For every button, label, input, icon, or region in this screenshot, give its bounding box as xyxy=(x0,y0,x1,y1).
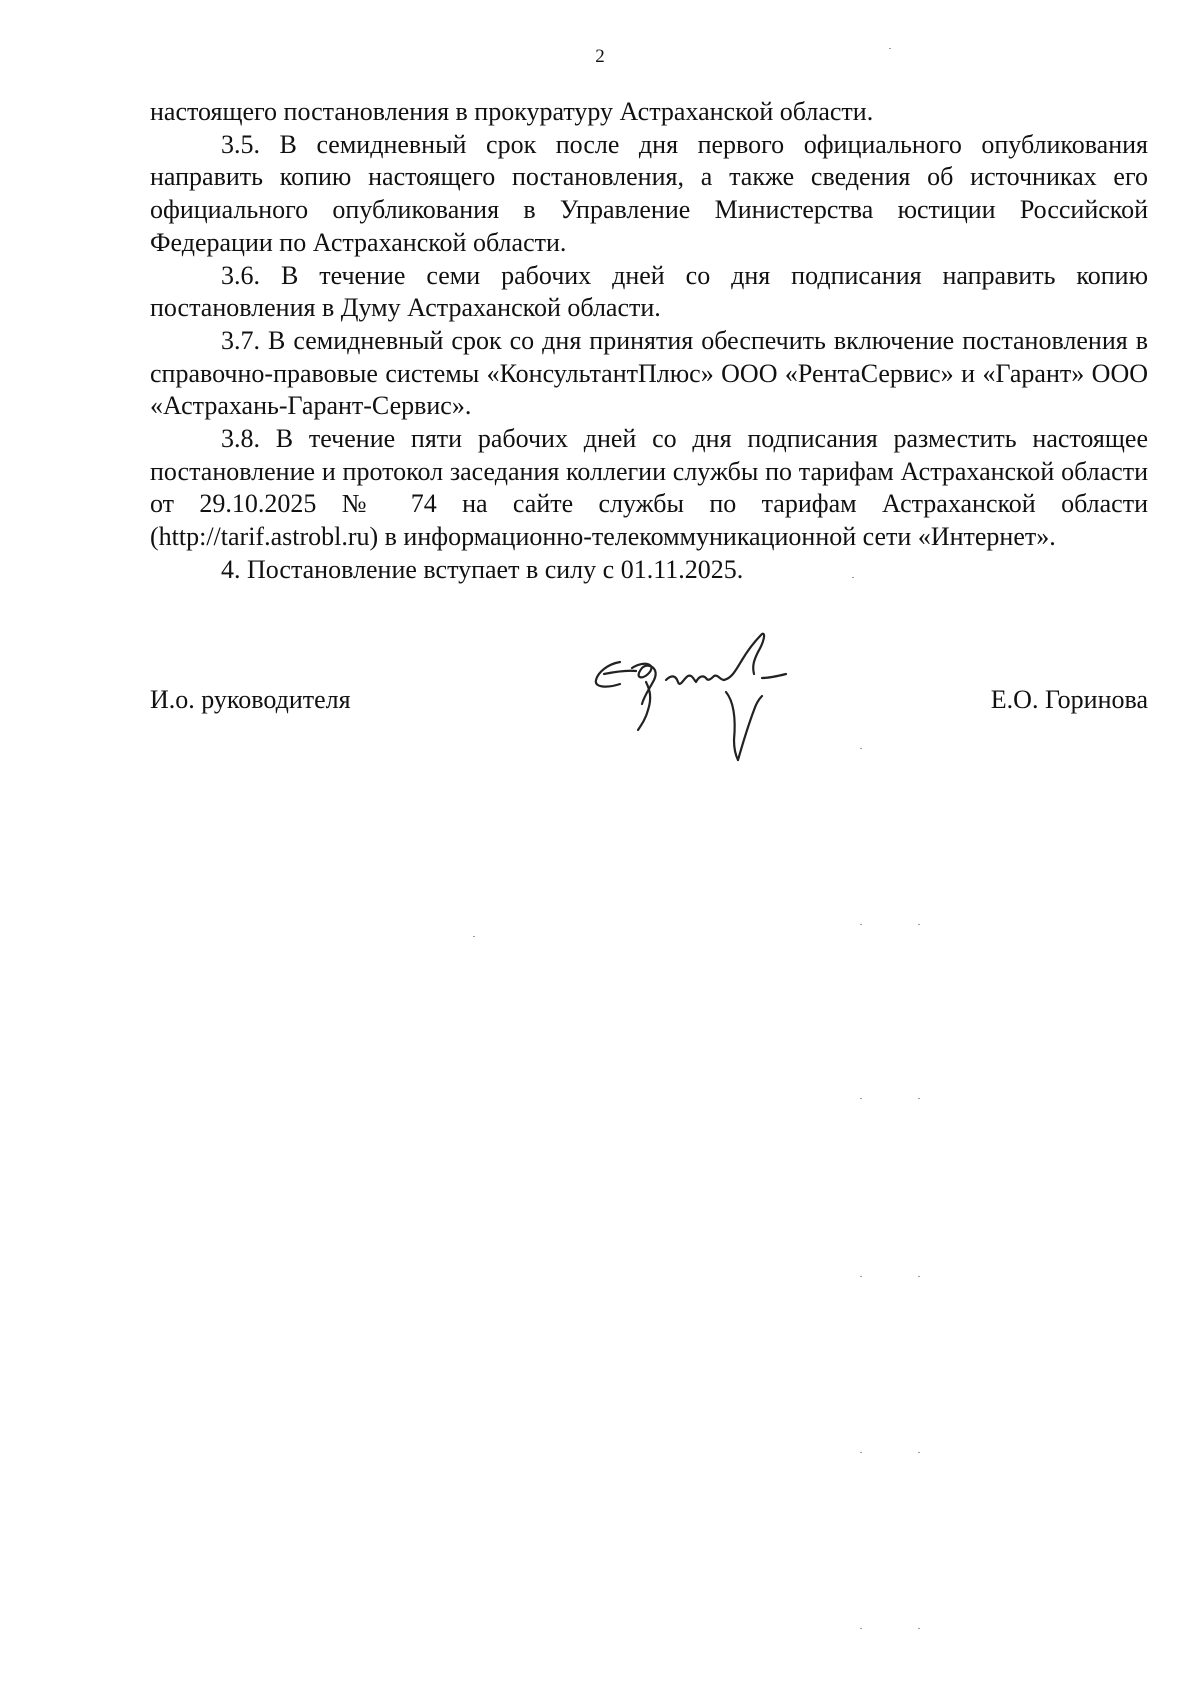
paragraph-3-6: 3.6. В течение семи рабочих дней со дня подписания направить копию постановления в Думу Астраханской области. xyxy=(150,260,1148,323)
signer-position: И.о. руководителя xyxy=(150,685,351,714)
paragraph-4: 4. Постановление вступает в силу с 01.11.2025. xyxy=(221,554,744,584)
scan-speck xyxy=(918,924,920,925)
paragraph-3-5: 3.5. В семидневный срок после дня первого официального опубликования направить копию настоящего постановления, а также сведения об источниках его официального опубликования в Управление Министерства юстиции Российской Федерации по Астраханской области. xyxy=(150,129,1148,257)
scan-speck xyxy=(860,924,862,925)
page-number: 2 xyxy=(595,46,605,67)
scan-speck xyxy=(852,577,854,578)
scan-speck xyxy=(860,1628,862,1629)
scan-speck xyxy=(889,48,891,49)
scan-speck xyxy=(918,1098,920,1099)
scan-speck xyxy=(860,1276,862,1277)
scan-speck xyxy=(860,1452,862,1453)
scan-speck xyxy=(918,1452,920,1453)
paragraph-3-8: 3.8. В течение пяти рабочих дней со дня подписания разместить настоящее постановление и протокол заседания коллегии службы по тарифам Астраханской области от 29.10.2025 № 74 на сайте службы по тарифам Астраханской области (http://tarif.astrobl.ru) в информационно-телекоммуникационной сети «Интернет». xyxy=(150,424,1148,552)
scan-speck xyxy=(860,1098,862,1099)
paragraph-3-7: 3.7. В семидневный срок со дня принятия обеспечить включение постановления в справочно-правовые системы «КонсультантПлюс» ООО «РентаСервис» и «Гарант» ООО «Астрахань-Гарант-Сервис». xyxy=(150,325,1148,421)
handwritten-signature xyxy=(586,630,826,770)
scan-speck xyxy=(473,936,475,937)
scan-speck xyxy=(918,1276,920,1277)
paragraph-3-4-continuation: настоящего постановления в прокуратуру Астраханской области. xyxy=(150,97,874,126)
signer-name: Е.О. Горинова xyxy=(990,685,1148,714)
document-body xyxy=(150,96,1148,587)
scan-speck xyxy=(860,748,862,749)
scan-speck xyxy=(918,1628,920,1629)
